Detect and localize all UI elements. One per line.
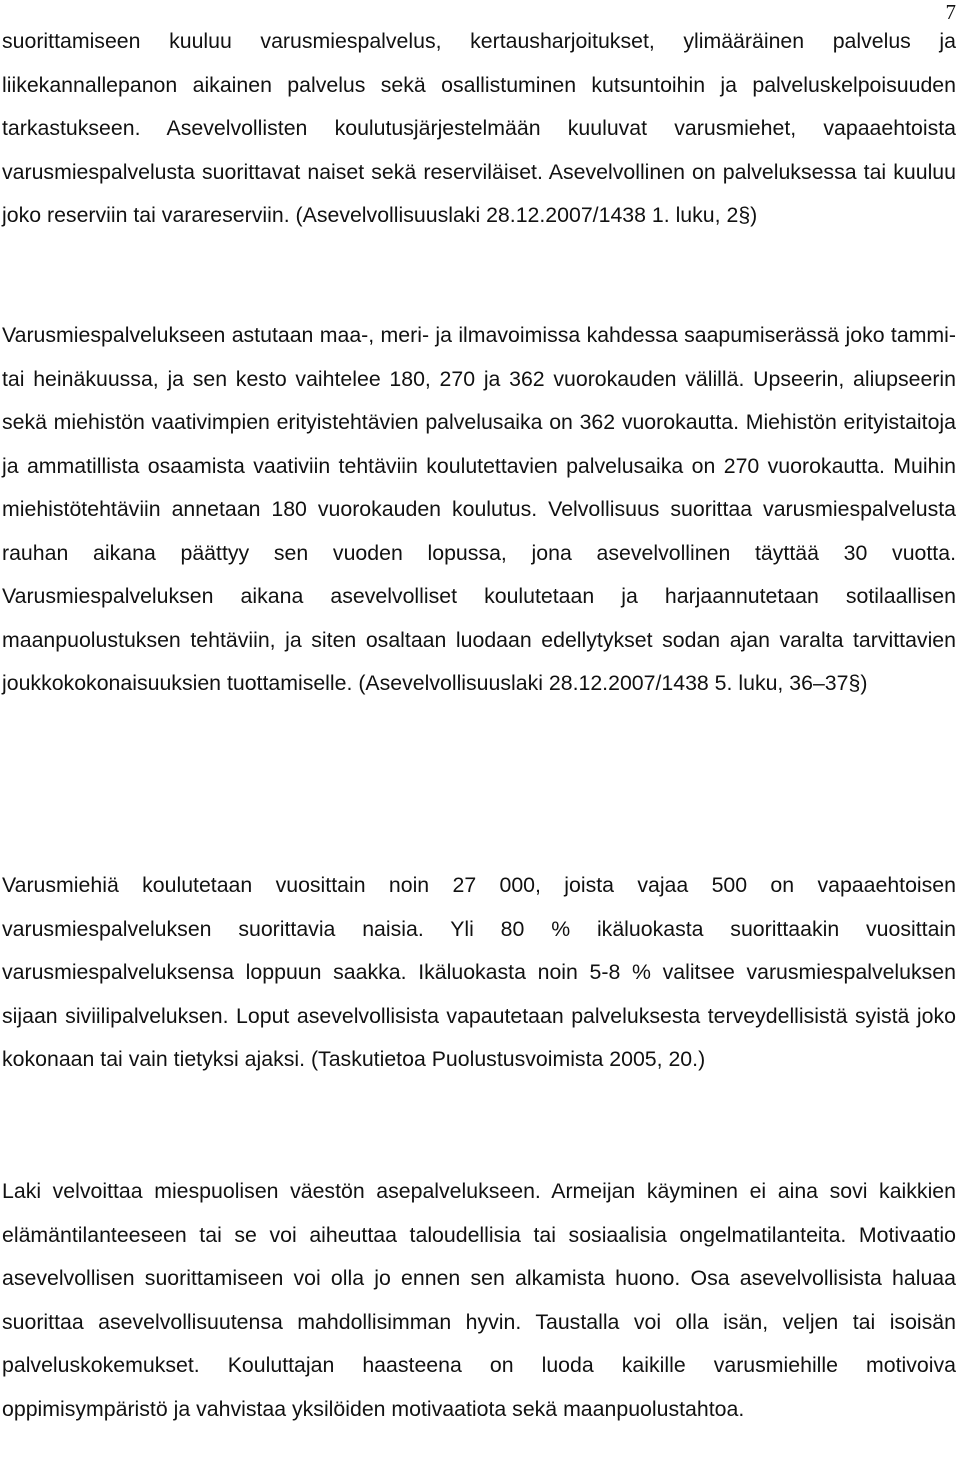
paragraph-service-scope: suorittamiseen kuuluu varusmiespalvelus, kertausharjoitukset, ylimääräinen palvelus ja liikekannallepanon aikainen palvelus sekä osallistuminen kutsuntoihin ja palveluskelpoisuuden tarkastukseen. Asevelvollisten koulutusjärjestelmään kuuluvat varusmiehet, vapaaehtoista varusmiespalvelusta suorittavat naiset sekä reserviläiset. Asevelvollinen on palveluksessa tai kuuluu joko reserviin tai varareserviin. (Asevelvollisuuslaki 28.12.2007/1438 1. luku, 2§)	[2, 29, 956, 227]
paragraph-motivation: Laki velvoittaa miespuolisen väestön asepalvelukseen. Armeijan käyminen ei aina sovi kaikkien elämäntilanteeseen tai se voi aiheuttaa taloudellisia tai sosiaalisia ongelmatilanteita. Motivaatio asevelvollisen suorittamiseen voi olla jo ennen sen alkamista huono. Osa asevelvollisista haluaa suorittaa asevelvollisuutensa mahdollisimman hyvin. Taustalla voi olla isän, veljen tai isoisän palveluskokemukset. Kouluttajan haasteena on luoda kaikille varusmiehille motivoiva oppimisympäristö ja vahvistaa yksilöiden motivaatiota sekä maanpuolustahtoa.	[2, 1179, 956, 1421]
paragraph-service-duration: Varusmiespalvelukseen astutaan maa-, meri- ja ilmavoimissa kahdessa saapumiserässä joko tammi- tai heinäkuussa, ja sen kesto vaihtelee 180, 270 ja 362 vuorokauden välillä. Upseerin, aliupseerin sekä miehistön vaativimpien erityistehtävien palvelusaika on 362 vuorokautta. Miehistön erityistaitoja ja ammatillista osaamista vaativiin tehtäviin koulutettavien palvelusaika on 270 vuorokautta. Muihin miehistötehtäviin annetaan 180 vuorokauden koulutus. Velvollisuus suorittaa varusmiespalvelusta rauhan aikana päättyy sen vuoden lopussa, jona asevelvollinen täyttää 30 vuotta. Varusmiespalveluksen aikana asevelvolliset koulutetaan ja harjaannutetaan sotilaallisen maanpuolustuksen tehtäviin, ja siten osaltaan luodaan edellytykset sodan ajan varalta tarvittavien joukkokokonaisuuksien tuottamiselle. (Asevelvollisuuslaki 28.12.2007/1438 5. luku, 36–37§)	[2, 323, 956, 695]
page-number: 7	[945, 0, 956, 24]
paragraph-conscript-statistics: Varusmiehiä koulutetaan vuosittain noin 27 000, joista vajaa 500 on vapaaehtoisen varusmiespalveluksen suorittavia naisia. Yli 80 % ikäluokasta suorittaakin vuosittain varusmiespalveluksensa loppuun saakka. Ikäluokasta noin 5-8 % valitsee varusmiespalveluksen sijaan siviilipalveluksen. Loput asevelvollisista vapautetaan palveluksesta terveydellisistä syistä joko kokonaan tai vain tietyksi ajaksi. (Taskutietoa Puolustusvoimista 2005, 20.)	[2, 873, 956, 1071]
